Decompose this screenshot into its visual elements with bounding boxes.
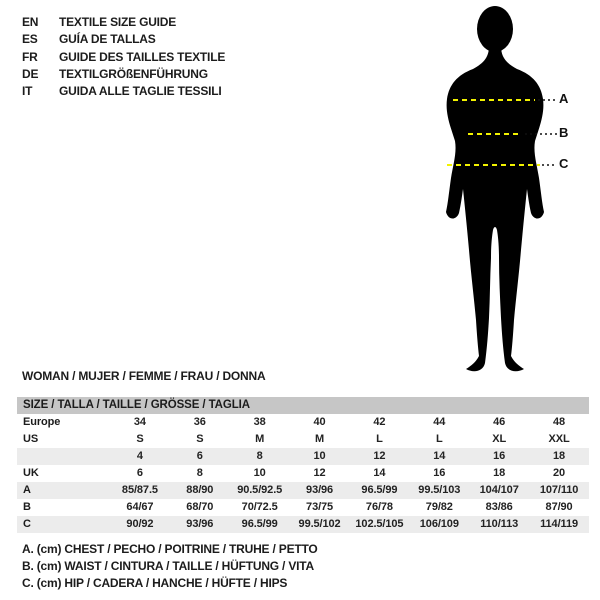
size-cell: 110/113 bbox=[480, 518, 519, 530]
size-table bbox=[17, 397, 589, 533]
size-cell: 93/96 bbox=[306, 484, 334, 496]
language-title-list bbox=[22, 14, 225, 100]
size-cell: 83/86 bbox=[485, 501, 513, 513]
size-cell: 10 bbox=[253, 467, 266, 479]
size-cell: 93/96 bbox=[186, 518, 214, 530]
silhouette-head bbox=[477, 6, 513, 52]
size-cell: 46 bbox=[493, 416, 506, 428]
size-cell: 18 bbox=[553, 450, 566, 462]
waist-measure-label: B bbox=[559, 125, 569, 140]
size-cell: 96.5/99 bbox=[361, 484, 398, 496]
size-cell: 14 bbox=[433, 450, 446, 462]
woman-silhouette bbox=[446, 46, 544, 371]
language-title: GUIDA ALLE TAGLIE TESSILI bbox=[59, 84, 222, 99]
language-code: DE bbox=[22, 66, 39, 81]
language-row bbox=[22, 66, 225, 83]
size-row-label bbox=[17, 448, 110, 465]
size-row-label: UK bbox=[23, 467, 39, 479]
size-cell: 38 bbox=[253, 416, 266, 428]
size-row-label: Europe bbox=[23, 416, 61, 428]
size-cell: 40 bbox=[313, 416, 326, 428]
size-cell: 18 bbox=[493, 467, 506, 479]
language-code: EN bbox=[22, 15, 39, 29]
legend-row: A. (cm) CHEST / PECHO / POITRINE / TRUHE / PETTO bbox=[22, 542, 318, 556]
language-title: TEXTILGRÖßENFÜHRUNG bbox=[59, 66, 208, 81]
size-table-row bbox=[17, 465, 589, 482]
size-cell: 104/107 bbox=[479, 484, 519, 496]
size-cell: 96.5/99 bbox=[241, 518, 278, 530]
size-cell: 16 bbox=[493, 450, 506, 462]
size-table-row bbox=[17, 516, 589, 533]
language-row bbox=[22, 31, 225, 48]
size-cell: XXL bbox=[548, 433, 570, 445]
size-cell: 107/110 bbox=[539, 484, 579, 496]
size-cell: 12 bbox=[313, 467, 326, 479]
size-table-row bbox=[17, 482, 589, 499]
size-cell: M bbox=[315, 433, 325, 445]
size-cell: 68/70 bbox=[186, 501, 214, 513]
woman-silhouette-figure bbox=[405, 2, 595, 375]
size-cell: S bbox=[136, 433, 144, 445]
size-row-label: A bbox=[23, 484, 31, 496]
size-cell: 4 bbox=[136, 450, 143, 462]
size-cell: 64/67 bbox=[126, 501, 154, 513]
size-table-row bbox=[17, 414, 589, 431]
size-cell: 10 bbox=[313, 450, 326, 462]
size-cell: 88/90 bbox=[186, 484, 214, 496]
size-row-label: US bbox=[23, 433, 39, 445]
size-table-header: SIZE / TALLA / TAILLE / GRÖSSE / TAGLIA bbox=[17, 397, 589, 414]
size-cell: 8 bbox=[256, 450, 263, 462]
language-code: FR bbox=[22, 49, 38, 64]
size-cell: 70/72.5 bbox=[241, 501, 278, 513]
size-cell: 114/119 bbox=[540, 518, 578, 530]
category-line: WOMAN / MUJER / FEMME / FRAU / DONNA bbox=[22, 369, 266, 383]
size-cell: XL bbox=[492, 433, 507, 445]
legend-row: C. (cm) HIP / CADERA / HANCHE / HÜFTE / HIPS bbox=[22, 576, 288, 590]
size-cell: 102.5/105 bbox=[355, 518, 404, 530]
size-cell: L bbox=[436, 433, 443, 445]
size-cell: 44 bbox=[433, 416, 446, 428]
language-row bbox=[22, 14, 225, 31]
size-cell: 6 bbox=[196, 450, 203, 462]
size-cell: 34 bbox=[133, 416, 146, 428]
size-cell: 79/82 bbox=[425, 501, 453, 513]
measurement-legend bbox=[22, 541, 318, 592]
size-cell: 20 bbox=[553, 467, 566, 479]
size-cell: 73/75 bbox=[306, 501, 334, 513]
size-cell: 14 bbox=[373, 467, 386, 479]
size-cell: 99.5/102 bbox=[298, 518, 341, 530]
size-cell: 6 bbox=[136, 467, 143, 479]
size-table-row bbox=[17, 499, 589, 516]
size-cell: 36 bbox=[193, 416, 206, 428]
language-title: TEXTILE SIZE GUIDE bbox=[59, 15, 177, 29]
size-row-label: B bbox=[23, 501, 31, 513]
size-cell: 90.5/92.5 bbox=[237, 484, 283, 496]
size-cell: L bbox=[376, 433, 383, 445]
size-cell: 90/92 bbox=[126, 518, 154, 530]
language-row bbox=[22, 49, 225, 66]
size-cell: 85/87.5 bbox=[121, 484, 158, 496]
size-cell: 76/78 bbox=[365, 501, 393, 513]
size-cell: 87/90 bbox=[545, 501, 573, 513]
size-cell: M bbox=[255, 433, 265, 445]
chest-measure-label: A bbox=[559, 91, 569, 106]
size-table-body bbox=[17, 414, 589, 533]
size-table-row bbox=[17, 431, 589, 448]
size-cell: 42 bbox=[373, 416, 386, 428]
language-code: ES bbox=[22, 32, 38, 47]
language-code: IT bbox=[22, 84, 33, 99]
hip-measure-label: C bbox=[559, 156, 569, 171]
language-row bbox=[22, 83, 225, 100]
language-title: GUÍA DE TALLAS bbox=[59, 32, 156, 47]
size-cell: 8 bbox=[196, 467, 203, 479]
language-title: GUIDE DES TAILLES TEXTILE bbox=[59, 49, 226, 64]
legend-row: B. (cm) WAIST / CINTURA / TAILLE / HÜFTUNG / VITA bbox=[22, 559, 314, 573]
size-cell: 99.5/103 bbox=[418, 484, 461, 496]
size-cell: S bbox=[196, 433, 204, 445]
size-row-label: C bbox=[23, 518, 31, 530]
size-cell: 16 bbox=[433, 467, 446, 479]
size-cell: 48 bbox=[553, 416, 566, 428]
size-table-row bbox=[17, 448, 589, 465]
size-cell: 12 bbox=[373, 450, 386, 462]
size-cell: 106/109 bbox=[419, 518, 459, 530]
